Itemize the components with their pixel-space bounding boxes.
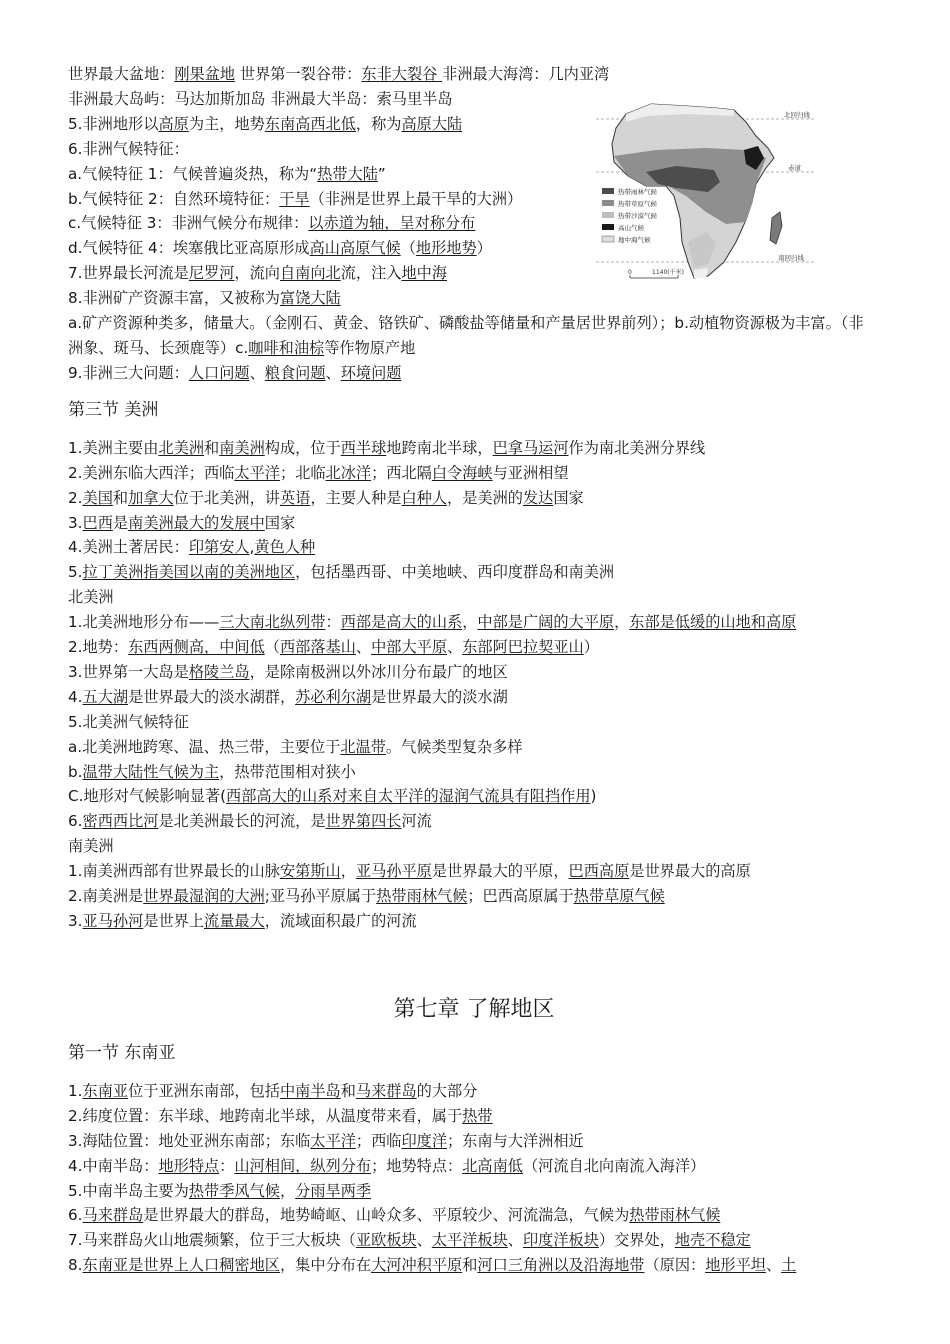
underlined-term: 巴拿马运河 bbox=[492, 438, 569, 457]
text-line bbox=[68, 1179, 880, 1204]
text-line bbox=[68, 1154, 880, 1179]
text-fragment: ；西临 bbox=[355, 1131, 402, 1150]
underlined-term: 苏必利尔湖 bbox=[295, 687, 372, 706]
text-line bbox=[68, 859, 880, 884]
text-fragment: ，称为 bbox=[355, 114, 402, 133]
text-fragment: 、 bbox=[249, 363, 265, 382]
text-fragment: ， bbox=[279, 1181, 296, 1200]
underlined-term: 热带草原气候 bbox=[573, 887, 665, 906]
underlined-term: 亚马孙河 bbox=[82, 912, 144, 930]
underlined-term: 亚欧板块 bbox=[355, 1231, 417, 1250]
text-line bbox=[68, 560, 880, 585]
text-fragment: a.气候特征 1：气候普遍炎热，称为“ bbox=[68, 164, 318, 183]
text-line bbox=[68, 361, 880, 386]
underlined-term: 密西西比河 bbox=[82, 812, 159, 831]
text-fragment: 7.马来群岛火山地震频繁，位于三大板块（ bbox=[68, 1231, 356, 1250]
text-line bbox=[68, 909, 880, 934]
text-fragment: 、 bbox=[416, 1231, 432, 1250]
underlined-term: 河口三角洲以及沿海地带 bbox=[477, 1256, 645, 1275]
text-fragment: 地跨南北半球， bbox=[386, 438, 493, 457]
underlined-term: 中部大平原 bbox=[371, 638, 447, 657]
text-fragment: 3.世界第一大岛是 bbox=[68, 662, 189, 681]
underlined-term: 温带大陆性气候为主 bbox=[82, 762, 220, 781]
text-fragment: 7.世界最长河流是 bbox=[68, 264, 189, 283]
underlined-term: 中部是广阔的大平原 bbox=[477, 613, 615, 632]
underlined-term: 西半球 bbox=[340, 438, 387, 457]
text-fragment: （原因： bbox=[644, 1256, 706, 1275]
text-fragment: 、 bbox=[507, 1231, 523, 1250]
underlined-term: 南美洲最大的发展中 bbox=[128, 513, 265, 532]
underlined-term: 东西两侧高，中间低 bbox=[128, 638, 265, 657]
text-fragment: 与亚洲相望 bbox=[492, 463, 569, 482]
text-fragment: 3. bbox=[68, 912, 83, 930]
text-fragment: 、 bbox=[325, 363, 341, 382]
underlined-term: 白种人 bbox=[401, 488, 447, 507]
americas-facts-list bbox=[68, 436, 880, 934]
underlined-term: 热带雨林气候 bbox=[376, 887, 468, 906]
text-fragment: ” bbox=[377, 164, 386, 183]
text-fragment: ， bbox=[462, 613, 478, 632]
underlined-term: 山河相间，纵列分布 bbox=[234, 1156, 372, 1175]
text-fragment: 9.非洲三大问题： bbox=[68, 363, 189, 382]
underlined-term: 高原 bbox=[158, 114, 189, 133]
text-fragment: 、 bbox=[765, 1256, 782, 1275]
text-fragment: 是世界最大的群岛，地势崎岖、山岭众多、平原较少、河流湍急，气候为 bbox=[143, 1206, 630, 1225]
underlined-term: 自南向北 bbox=[279, 264, 341, 283]
text-line bbox=[68, 1228, 880, 1253]
underlined-term: 尼罗河 bbox=[188, 264, 235, 283]
underlined-term: 北冰洋 bbox=[325, 463, 372, 482]
underlined-term: 中南半岛 bbox=[279, 1081, 341, 1100]
text-line bbox=[68, 1129, 880, 1154]
text-line bbox=[68, 1079, 880, 1104]
text-fragment: 是北美洲最长的河流，是 bbox=[158, 812, 326, 831]
text-fragment: （河流自北向南流入海洋） bbox=[522, 1156, 706, 1175]
text-line bbox=[68, 461, 880, 486]
text-fragment: 和 bbox=[340, 1081, 356, 1100]
text-fragment: 构成，位于 bbox=[264, 438, 341, 457]
underlined-term: 热带大陆 bbox=[317, 164, 378, 183]
text-fragment: ，主要人种是 bbox=[310, 488, 402, 507]
text-fragment: ，流向 bbox=[234, 264, 280, 283]
underlined-term: 巴西高原 bbox=[568, 862, 630, 881]
underlined-term: 北美洲 bbox=[158, 438, 204, 457]
text-fragment: ，集中分布在 bbox=[279, 1256, 372, 1275]
text-line bbox=[68, 784, 880, 809]
underlined-term: 西部落基山 bbox=[279, 638, 356, 657]
underlined-term: 美国 bbox=[82, 488, 113, 507]
text-fragment: 北美洲 bbox=[68, 588, 114, 607]
text-line bbox=[68, 486, 880, 511]
text-line bbox=[68, 62, 880, 87]
underlined-term: 刚果盆地 bbox=[174, 65, 236, 83]
underlined-term: 粮食问题 bbox=[264, 363, 326, 382]
underlined-term: 太平洋板块 bbox=[431, 1231, 508, 1250]
madagascar bbox=[770, 212, 782, 244]
text-fragment: （ bbox=[400, 239, 416, 258]
text-fragment: ： bbox=[325, 613, 341, 632]
text-fragment: b.气候特征 2：自然环境特征： bbox=[68, 189, 280, 208]
legend-label-mediterranean: 地中海气候 bbox=[618, 236, 651, 244]
underlined-term: 富饶大陆 bbox=[279, 289, 341, 308]
underlined-term: 白令海峡 bbox=[431, 463, 493, 482]
underlined-term: 巴西 bbox=[82, 513, 113, 532]
section-title-americas: 第三节 美洲 bbox=[68, 399, 159, 420]
text-fragment: ， bbox=[614, 613, 630, 632]
text-fragment: 6. bbox=[68, 812, 83, 831]
text-line bbox=[68, 760, 880, 785]
underlined-term: 分雨旱两季 bbox=[295, 1181, 372, 1200]
underlined-term: 南美洲 bbox=[219, 438, 265, 457]
text-fragment: ） bbox=[583, 638, 599, 657]
text-fragment: （非洲是世界上最干旱的大洲） bbox=[309, 189, 523, 208]
text-fragment: 5. bbox=[68, 563, 83, 582]
text-fragment: ）交界处， bbox=[598, 1231, 675, 1250]
legend-swatch-highland bbox=[602, 224, 614, 230]
text-fragment: d.气候特征 4：埃塞俄比亚高原形成 bbox=[68, 239, 310, 258]
underlined-term: 环境问题 bbox=[340, 363, 402, 382]
text-fragment: 是世界最大的平原， bbox=[431, 862, 569, 881]
text-fragment: 世界第一裂谷带： bbox=[235, 65, 362, 83]
underlined-term: 地中海 bbox=[401, 264, 447, 283]
text-line bbox=[68, 535, 880, 560]
text-line bbox=[68, 735, 880, 760]
text-fragment: ，流域面积最广的河流 bbox=[264, 912, 417, 930]
text-fragment: 等作物原产地 bbox=[324, 338, 416, 357]
text-line bbox=[68, 1203, 880, 1228]
underlined-term: 东南亚是世界上人口稠密地区 bbox=[82, 1256, 280, 1275]
text-fragment: 为主，地势 bbox=[188, 114, 265, 133]
text-fragment: ) bbox=[590, 787, 597, 806]
legend-label-savanna: 热带草原气候 bbox=[618, 200, 657, 208]
text-line bbox=[68, 660, 880, 685]
text-fragment: 南美洲 bbox=[68, 837, 114, 856]
underlined-term: 热带季风气候 bbox=[188, 1181, 280, 1200]
text-line bbox=[68, 884, 880, 909]
text-fragment: 是 bbox=[112, 513, 129, 532]
text-fragment: ；西北隔 bbox=[371, 463, 432, 482]
text-fragment: 非洲最大海湾：几内亚湾 bbox=[442, 65, 610, 83]
text-fragment: 国家 bbox=[553, 488, 584, 507]
text-fragment: ；北临 bbox=[279, 463, 326, 482]
underlined-term: 太平洋 bbox=[310, 1131, 356, 1150]
underlined-term: 大河冲积平原 bbox=[371, 1256, 463, 1275]
map-legend bbox=[602, 187, 658, 244]
underlined-term: 黄色人种 bbox=[254, 538, 316, 557]
text-fragment: 和 bbox=[112, 488, 129, 507]
text-line bbox=[68, 1104, 880, 1129]
text-fragment: 4.美洲土著居民： bbox=[68, 538, 189, 557]
text-fragment: 3. bbox=[68, 513, 83, 532]
underlined-term: 东部阿巴拉契亚山 bbox=[462, 638, 584, 657]
text-fragment: 2.南美洲是 bbox=[68, 887, 144, 906]
underlined-term: 太平洋 bbox=[234, 463, 280, 482]
text-fragment: 、 bbox=[355, 638, 372, 657]
underlined-term: 安第斯山 bbox=[279, 862, 341, 881]
underlined-term: 马来群岛 bbox=[355, 1081, 417, 1100]
chapter-title: 第七章 了解地区 bbox=[393, 996, 555, 1022]
underlined-term: 热带雨林气候 bbox=[629, 1206, 721, 1225]
underlined-term: 格陵兰岛 bbox=[188, 662, 250, 681]
underlined-term: 人口问题 bbox=[188, 363, 250, 382]
text-fragment: 1.美洲主要由 bbox=[68, 438, 159, 457]
text-fragment: 的大部分 bbox=[416, 1081, 478, 1100]
underlined-term: 地形地势 bbox=[415, 239, 477, 258]
underlined-term: 高原大陆 bbox=[401, 114, 463, 133]
legend-swatch-rainforest bbox=[602, 188, 614, 194]
underlined-term: 干旱 bbox=[279, 189, 310, 208]
text-fragment: ;亚马孙平原属于 bbox=[264, 887, 377, 906]
text-line bbox=[68, 635, 880, 660]
text-line bbox=[68, 610, 880, 635]
underlined-term: 亚马孙平原 bbox=[355, 862, 432, 881]
text-line bbox=[68, 436, 880, 461]
underlined-term: 热带 bbox=[462, 1106, 493, 1125]
text-fragment: ，热带范围相对狭小 bbox=[219, 762, 356, 781]
underlined-term: 东南亚 bbox=[82, 1081, 129, 1100]
label-tropic-north: 北回归线 bbox=[784, 111, 810, 119]
underlined-term: 印第安人 bbox=[188, 538, 250, 557]
text-fragment: 4. bbox=[68, 687, 83, 706]
underlined-term: 高山高原气候 bbox=[309, 239, 401, 258]
legend-label-highland: 高山气候 bbox=[618, 224, 644, 232]
legend-label-desert: 热带沙漠气候 bbox=[618, 212, 657, 220]
underlined-term: 地壳不稳定 bbox=[674, 1231, 751, 1250]
text-line bbox=[68, 585, 880, 610]
text-fragment: 4.中南半岛： bbox=[68, 1156, 159, 1175]
legend-label-rainforest: 热带雨林气候 bbox=[618, 188, 657, 196]
text-fragment: 2.美洲东临大西洋；西临 bbox=[68, 463, 235, 482]
scale-length-label: 1140(千米) bbox=[652, 269, 684, 276]
text-fragment: a.北美洲地跨寒、温、热三带，主要位于 bbox=[68, 737, 341, 756]
underlined-term: 流量最大 bbox=[204, 912, 265, 930]
text-fragment: , bbox=[249, 538, 255, 557]
text-fragment: ） bbox=[476, 239, 492, 258]
text-fragment: a.矿产资源种类多，储量大。（金刚石、黄金、铬铁矿、磷酸盐等储量和产量居世界前列）；b.动植物资源极为丰富。（非洲象、斑马、长颈鹿等）c. bbox=[68, 314, 864, 357]
underlined-term: 五大湖 bbox=[82, 687, 129, 706]
text-fragment: 国家 bbox=[264, 513, 296, 532]
text-fragment: 8.非洲矿产资源丰富，又被称为 bbox=[68, 289, 280, 308]
underlined-term: 马来群岛 bbox=[82, 1206, 144, 1225]
underlined-term: 咖啡和油棕 bbox=[248, 338, 325, 357]
underlined-term: 地形平坦 bbox=[705, 1256, 766, 1275]
underlined-term: 东南高西北低 bbox=[264, 114, 356, 133]
text-fragment: ；地势特点： bbox=[371, 1156, 463, 1175]
text-line bbox=[68, 511, 880, 536]
label-equator: 赤道 bbox=[788, 164, 801, 172]
africa-problems-list bbox=[68, 361, 880, 386]
text-fragment: （ bbox=[264, 638, 280, 657]
text-fragment: 3.海陆位置：地处亚洲东南部；东临 bbox=[68, 1131, 311, 1150]
text-fragment: 流，注入 bbox=[340, 264, 402, 283]
text-fragment: ；东南与大洋洲相近 bbox=[447, 1131, 584, 1150]
underlined-term: 北温带 bbox=[340, 737, 386, 756]
text-fragment: C.地形对气候影响显著( bbox=[68, 787, 227, 806]
underlined-term: 加拿大 bbox=[128, 488, 174, 507]
text-line bbox=[68, 710, 880, 735]
map-scale-bar bbox=[628, 268, 684, 278]
section-title-southeast-asia: 第一节 东南亚 bbox=[68, 1042, 176, 1063]
text-fragment: 6. bbox=[68, 1206, 83, 1225]
underlined-term: 发达 bbox=[522, 488, 554, 507]
rainforest-zone bbox=[646, 166, 720, 192]
underlined-term: 西部是高大的山系 bbox=[340, 613, 463, 632]
underlined-term: 以赤道为轴，呈对称分布 bbox=[308, 214, 476, 233]
text-fragment: ， bbox=[340, 862, 356, 881]
underlined-term: 东非大裂谷 bbox=[361, 65, 443, 83]
scale-zero-label: 0 bbox=[628, 269, 632, 276]
text-fragment: 6.非洲气候特征： bbox=[68, 139, 189, 158]
underlined-term: 印度洋板块 bbox=[522, 1231, 599, 1250]
text-fragment: 2. bbox=[68, 488, 83, 507]
text-fragment: 是世界最大的淡水湖 bbox=[371, 687, 508, 706]
legend-swatch-savanna bbox=[602, 200, 614, 206]
text-fragment: 位于亚洲东南部，包括 bbox=[128, 1081, 280, 1100]
underlined-term: 西部高大的山系对来自太平洋的湿润气流具有阻挡作用 bbox=[226, 787, 591, 806]
text-fragment: b. bbox=[68, 762, 83, 781]
text-fragment: 是世界上 bbox=[143, 912, 204, 930]
legend-swatch-mediterranean bbox=[602, 236, 614, 242]
underlined-term: 拉丁美洲指美国以南的美洲地区 bbox=[82, 563, 296, 582]
text-fragment: 5.北美洲气候特征 bbox=[68, 712, 189, 731]
text-fragment: 5.非洲地形以 bbox=[68, 114, 159, 133]
text-line bbox=[68, 1253, 880, 1278]
underlined-term: 土 bbox=[781, 1256, 797, 1275]
legend-swatch-desert bbox=[602, 212, 614, 218]
underlined-term: 地形特点 bbox=[158, 1156, 220, 1175]
text-fragment: 位于北美洲，讲 bbox=[173, 488, 280, 507]
text-fragment: 、 bbox=[447, 638, 463, 657]
text-line bbox=[68, 834, 880, 859]
text-fragment: ，包括墨西哥、中美地峡、西印度群岛和南美洲 bbox=[295, 563, 615, 582]
africa-resources-paragraph bbox=[68, 311, 878, 361]
text-fragment: 2.纬度位置：东半球、地跨南北半球，从温度带来看，属于 bbox=[68, 1106, 463, 1125]
text-fragment: ；巴西高原属于 bbox=[467, 887, 574, 906]
text-fragment: 8. bbox=[68, 1256, 83, 1275]
underlined-term: 三大南北纵列带 bbox=[219, 613, 326, 632]
text-fragment: 是世界最大的高原 bbox=[629, 862, 751, 881]
africa-climate-map bbox=[596, 92, 816, 288]
text-fragment: 是世界最大的淡水湖群， bbox=[128, 687, 296, 706]
text-fragment: 和 bbox=[204, 438, 220, 457]
underlined-term: 世界最湿润的大洲 bbox=[143, 887, 265, 906]
label-tropic-south: 南回归线 bbox=[778, 254, 804, 262]
text-fragment: ，是美洲的 bbox=[447, 488, 523, 507]
text-fragment: 。气候类型复杂多样 bbox=[385, 737, 523, 756]
text-line bbox=[68, 685, 880, 710]
southeast-asia-facts-list bbox=[68, 1079, 880, 1278]
text-fragment: 1. bbox=[68, 1081, 83, 1100]
text-fragment: 2.地势： bbox=[68, 638, 129, 657]
text-fragment: 河流 bbox=[401, 812, 432, 831]
text-fragment: c.气候特征 3：非洲气候分布规律： bbox=[68, 214, 309, 233]
text-line bbox=[68, 809, 880, 834]
underlined-term: 印度洋 bbox=[401, 1131, 447, 1150]
underlined-term: 北高南低 bbox=[462, 1156, 523, 1175]
text-fragment: ： bbox=[219, 1156, 235, 1175]
text-fragment: 1.南美洲西部有世界最长的山脉 bbox=[68, 862, 280, 881]
text-fragment: ，是除南极洲以外冰川分布最广的地区 bbox=[249, 662, 508, 681]
text-fragment: 和 bbox=[462, 1256, 478, 1275]
text-fragment: 世界最大盆地： bbox=[68, 65, 175, 83]
text-line bbox=[68, 286, 880, 311]
underlined-term: 世界第四长 bbox=[325, 812, 402, 831]
text-fragment: 1.北美洲地形分布—— bbox=[68, 613, 220, 632]
underlined-term: 东部是低缓的山地和高原 bbox=[629, 613, 797, 632]
text-fragment: 非洲最大岛屿：马达加斯加岛 非洲最大半岛：索马里半岛 bbox=[68, 89, 453, 108]
text-fragment: 作为南北美洲分界线 bbox=[568, 438, 706, 457]
text-fragment: 5.中南半岛主要为 bbox=[68, 1181, 189, 1200]
underlined-term: 英语 bbox=[279, 488, 311, 507]
